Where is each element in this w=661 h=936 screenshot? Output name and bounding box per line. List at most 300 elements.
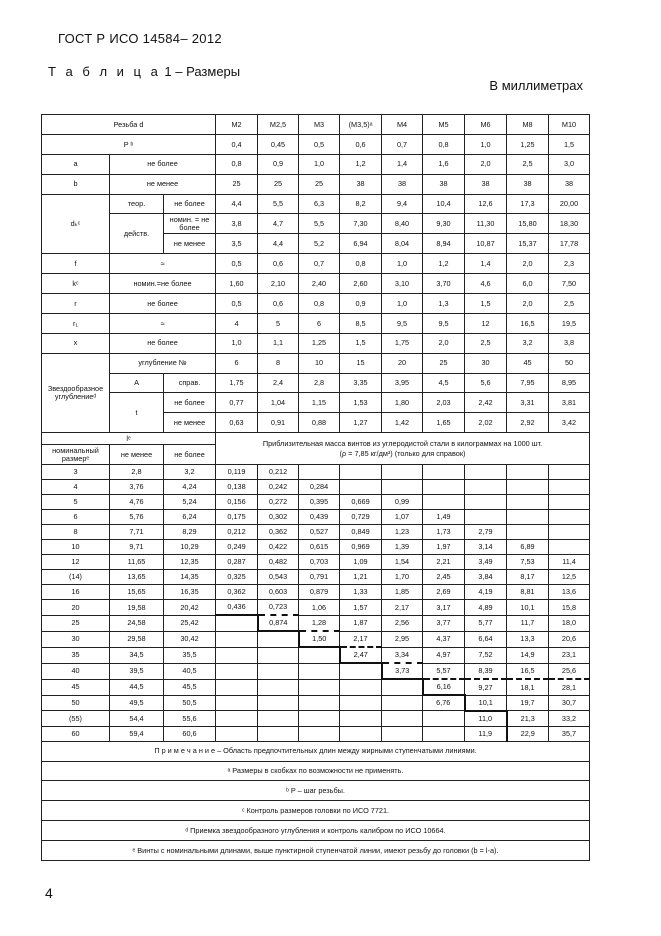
r1-value: 8,5 — [340, 313, 382, 333]
r1-value: 19,5 — [549, 313, 590, 333]
dk-act-min-value: 8,94 — [423, 234, 465, 254]
pitch-value: 0,4 — [216, 134, 258, 154]
a-value: 0,8 — [216, 154, 258, 174]
length-max: 3,2 — [164, 465, 216, 480]
dk-act-max-value: 11,30 — [465, 214, 507, 234]
b-value: 38 — [423, 174, 465, 194]
b-value: 25 — [216, 174, 258, 194]
dk-act-max-condition: номин. = не более — [164, 214, 216, 234]
row-b — [42, 174, 590, 194]
mass-row — [42, 510, 590, 525]
r-value: 2,5 — [549, 294, 590, 314]
f-value: 0,7 — [299, 254, 340, 274]
x-label: x — [42, 333, 110, 353]
x-value: 1,75 — [382, 333, 423, 353]
mass-value: 1,06 — [299, 600, 340, 616]
mass-value — [549, 480, 590, 495]
mass-value: 2,45 — [423, 570, 465, 585]
mass-row — [42, 480, 590, 495]
row-recess-t-max — [42, 393, 590, 413]
length-nominal: 45 — [42, 679, 110, 695]
recess-A-value: 7,95 — [507, 373, 549, 393]
length-max: 55,6 — [164, 711, 216, 727]
mass-value: 0,138 — [216, 480, 258, 495]
length-min: 15,65 — [110, 585, 164, 600]
mass-value: 4,89 — [465, 600, 507, 616]
dk-act-max-value: 9,30 — [423, 214, 465, 234]
mass-value: 0,325 — [216, 570, 258, 585]
mass-value: 2,56 — [382, 615, 423, 631]
thread-label: Резьба d — [42, 115, 216, 135]
mass-value: 0,969 — [340, 540, 382, 555]
recess-t-max-value: 1,04 — [258, 393, 299, 413]
recess-number-value: 10 — [299, 353, 340, 373]
row-length-header — [42, 433, 590, 445]
recess-t-label: t — [110, 393, 164, 433]
mass-value: 28,1 — [549, 679, 590, 695]
mass-row — [42, 570, 590, 585]
size-header: M2 — [216, 115, 258, 135]
length-min: 5,76 — [110, 510, 164, 525]
mass-row — [42, 631, 590, 647]
mass-value: 0,849 — [340, 525, 382, 540]
length-max: 8,29 — [164, 525, 216, 540]
mass-value — [507, 495, 549, 510]
mass-value: 19,7 — [507, 695, 549, 711]
recess-t-min-value: 1,27 — [340, 413, 382, 433]
dk-act-min-value: 17,78 — [549, 234, 590, 254]
pitch-value: 1,0 — [465, 134, 507, 154]
a-value: 1,2 — [340, 154, 382, 174]
mass-value: 0,436 — [216, 600, 258, 616]
b-value: 38 — [507, 174, 549, 194]
r-label: r — [42, 294, 110, 314]
r-value: 1,5 — [465, 294, 507, 314]
mass-value — [340, 679, 382, 695]
k-value: 3,70 — [423, 274, 465, 294]
mass-value: 1,97 — [423, 540, 465, 555]
r1-value: 4 — [216, 313, 258, 333]
mass-value: 9,27 — [465, 679, 507, 695]
length-min: 34,5 — [110, 647, 164, 663]
r-value: 1,3 — [423, 294, 465, 314]
length-min: 2,8 — [110, 465, 164, 480]
recess-t-min-value: 0,88 — [299, 413, 340, 433]
dk-theor-value: 9,4 — [382, 194, 423, 214]
mass-value: 13,6 — [549, 585, 590, 600]
mass-value: 1,39 — [382, 540, 423, 555]
mass-value: 0,669 — [340, 495, 382, 510]
recess-A-value: 5,6 — [465, 373, 507, 393]
length-max: 40,5 — [164, 663, 216, 679]
note-row — [42, 761, 590, 781]
mass-value: 1,21 — [340, 570, 382, 585]
length-max: 50,5 — [164, 695, 216, 711]
mass-value — [340, 726, 382, 741]
r-value: 0,5 — [216, 294, 258, 314]
recess-A-value: 3,35 — [340, 373, 382, 393]
footnote: ᵇ P – шаг резьбы. — [42, 781, 590, 801]
footnote: ᵉ Винты с номинальными длинами, выше пунктирной ступенчатой линии, имеют резьбу до головки (b = l-a). — [42, 841, 590, 861]
pitch-value: 0,6 — [340, 134, 382, 154]
mass-row — [42, 540, 590, 555]
mass-value: 15,8 — [549, 600, 590, 616]
mass-value: 0,212 — [258, 465, 299, 480]
recess-t-max-value: 0,77 — [216, 393, 258, 413]
mass-value: 0,422 — [258, 540, 299, 555]
dk-act-min-value: 15,37 — [507, 234, 549, 254]
mass-value: 0,729 — [340, 510, 382, 525]
mass-value: 10,1 — [507, 600, 549, 616]
k-value: 1,60 — [216, 274, 258, 294]
length-min: 44,5 — [110, 679, 164, 695]
dk-act-min-value: 5,2 — [299, 234, 340, 254]
mass-value — [299, 663, 340, 679]
b-value: 38 — [382, 174, 423, 194]
a-value: 0,9 — [258, 154, 299, 174]
mass-value: 0,249 — [216, 540, 258, 555]
mass-value: 0,879 — [299, 585, 340, 600]
mass-value: 0,482 — [258, 555, 299, 570]
recess-t-max-value: 3,81 — [549, 393, 590, 413]
mass-value: 11,9 — [465, 726, 507, 741]
length-nominal: 20 — [42, 600, 110, 616]
mass-value — [465, 465, 507, 480]
mass-value — [549, 525, 590, 540]
dk-act-min-value: 10,87 — [465, 234, 507, 254]
mass-value: 0,362 — [258, 525, 299, 540]
dk-theor-value: 4,4 — [216, 194, 258, 214]
recess-t-max-value: 1,80 — [382, 393, 423, 413]
dk-theor-condition: не более — [164, 194, 216, 214]
mass-value — [382, 711, 423, 727]
mass-value — [382, 679, 423, 695]
mass-value: 2,21 — [423, 555, 465, 570]
dk-act-min-condition: не менее — [164, 234, 216, 254]
b-condition: не менее — [110, 174, 216, 194]
table-title-text: 1 – Размеры — [160, 64, 241, 79]
b-label: b — [42, 174, 110, 194]
mass-caption-line2: (ρ = 7,85 кг/дм³) (только для справок) — [339, 449, 466, 459]
units-label: В миллиметрах — [489, 78, 583, 93]
mass-value: 3,17 — [423, 600, 465, 616]
length-max: 60,6 — [164, 726, 216, 741]
mass-value: 8,81 — [507, 585, 549, 600]
mass-value — [216, 663, 258, 679]
mass-value: 2,69 — [423, 585, 465, 600]
mass-value: 0,723 — [258, 600, 299, 616]
size-header: M6 — [465, 115, 507, 135]
mass-value: 14,9 — [507, 647, 549, 663]
mass-value — [507, 525, 549, 540]
length-max: 45,5 — [164, 679, 216, 695]
mass-value — [423, 495, 465, 510]
dk-theor-value: 5,5 — [258, 194, 299, 214]
row-a — [42, 154, 590, 174]
mass-value: 7,52 — [465, 647, 507, 663]
row-recess-A — [42, 373, 590, 393]
r-value: 0,9 — [340, 294, 382, 314]
recess-t-max-value: 3,31 — [507, 393, 549, 413]
length-nominal: (55) — [42, 711, 110, 727]
recess-t-min-value: 1,65 — [423, 413, 465, 433]
mass-value — [258, 711, 299, 727]
mass-value: 1,57 — [340, 600, 382, 616]
size-header: M2,5 — [258, 115, 299, 135]
size-header: (M3,5)ᵃ — [340, 115, 382, 135]
mass-value: 6,89 — [507, 540, 549, 555]
length-min: 11,65 — [110, 555, 164, 570]
mass-value: 18,0 — [549, 615, 590, 631]
mass-value — [549, 465, 590, 480]
mass-value: 3,84 — [465, 570, 507, 585]
mass-row — [42, 615, 590, 631]
mass-row — [42, 695, 590, 711]
mass-value — [549, 540, 590, 555]
a-value: 2,0 — [465, 154, 507, 174]
r-value: 2,0 — [507, 294, 549, 314]
footnote: ᵃ Размеры в скобках по возможности не применять. — [42, 761, 590, 781]
length-min: 7,71 — [110, 525, 164, 540]
k-value: 7,50 — [549, 274, 590, 294]
document-header: ГОСТ Р ИСО 14584– 2012 — [58, 31, 222, 46]
recess-t-min-value: 2,92 — [507, 413, 549, 433]
length-max: 16,35 — [164, 585, 216, 600]
length-max: 14,35 — [164, 570, 216, 585]
footnote: ᵈ Приемка звездообразного углубления и контроль калибром по ИСО 10664. — [42, 821, 590, 841]
table-title-prefix: Т а б л и ц а — [48, 64, 161, 79]
mass-value — [299, 695, 340, 711]
r1-value: 5 — [258, 313, 299, 333]
recess-A-value: 2,8 — [299, 373, 340, 393]
mass-value: 12,5 — [549, 570, 590, 585]
mass-value — [423, 465, 465, 480]
mass-value: 22,9 — [507, 726, 549, 741]
mass-value — [340, 695, 382, 711]
b-value: 38 — [340, 174, 382, 194]
recess-number-label: углубление № — [110, 353, 216, 373]
recess-A-label: A — [110, 373, 164, 393]
length-min: 39,5 — [110, 663, 164, 679]
b-value: 38 — [549, 174, 590, 194]
length-nominal: 4 — [42, 480, 110, 495]
x-value: 1,0 — [216, 333, 258, 353]
mass-value — [465, 510, 507, 525]
mass-value: 2,47 — [340, 647, 382, 663]
mass-value — [216, 647, 258, 663]
dk-theor-value: 17,3 — [507, 194, 549, 214]
length-label: lᵉ — [42, 433, 216, 445]
length-max: 6,24 — [164, 510, 216, 525]
length-max: 5,24 — [164, 495, 216, 510]
r1-label: r₁ — [42, 313, 110, 333]
mass-value: 1,23 — [382, 525, 423, 540]
size-header: M5 — [423, 115, 465, 135]
mass-value — [507, 480, 549, 495]
mass-value: 20,6 — [549, 631, 590, 647]
note-row — [42, 821, 590, 841]
recess-t-min-value: 0,63 — [216, 413, 258, 433]
length-nominal: (14) — [42, 570, 110, 585]
length-min: 9,71 — [110, 540, 164, 555]
dk-theor-value: 8,2 — [340, 194, 382, 214]
f-value: 1,0 — [382, 254, 423, 274]
mass-value: 21,3 — [507, 711, 549, 727]
recess-A-condition: справ. — [164, 373, 216, 393]
mass-value: 0,272 — [258, 495, 299, 510]
mass-value: 2,95 — [382, 631, 423, 647]
mass-value: 35,7 — [549, 726, 590, 741]
pitch-value: 0,5 — [299, 134, 340, 154]
dk-act-min-value: 3,5 — [216, 234, 258, 254]
length-max: 25,42 — [164, 615, 216, 631]
footnote: ᶜ Контроль размеров головки по ИСО 7721. — [42, 801, 590, 821]
recess-t-min-value: 2,02 — [465, 413, 507, 433]
mass-value: 6,76 — [423, 695, 465, 711]
dk-theor-label: теор. — [110, 194, 164, 214]
length-max: 20,42 — [164, 600, 216, 616]
mass-value — [299, 465, 340, 480]
table-title — [48, 64, 240, 79]
dk-act-min-value: 6,94 — [340, 234, 382, 254]
dk-act-max-value: 4,7 — [258, 214, 299, 234]
mass-row — [42, 647, 590, 663]
note-row — [42, 801, 590, 821]
mass-value: 4,19 — [465, 585, 507, 600]
mass-value: 0,439 — [299, 510, 340, 525]
row-pitch — [42, 134, 590, 154]
a-value: 1,4 — [382, 154, 423, 174]
size-header: M10 — [549, 115, 590, 135]
length-min: 49,5 — [110, 695, 164, 711]
f-value: 1,4 — [465, 254, 507, 274]
mass-value: 0,287 — [216, 555, 258, 570]
mass-value — [549, 510, 590, 525]
mass-value: 0,175 — [216, 510, 258, 525]
x-condition: не более — [110, 333, 216, 353]
a-condition: не более — [110, 154, 216, 174]
mass-value — [299, 711, 340, 727]
recess-A-value: 3,95 — [382, 373, 423, 393]
mass-value: 13,3 — [507, 631, 549, 647]
pitch-value: 0,45 — [258, 134, 299, 154]
note-row — [42, 781, 590, 801]
recess-t-max-value: 2,03 — [423, 393, 465, 413]
dk-act-min-value: 8,04 — [382, 234, 423, 254]
length-nominal: 10 — [42, 540, 110, 555]
mass-value — [465, 480, 507, 495]
mass-value: 33,2 — [549, 711, 590, 727]
length-max: 30,42 — [164, 631, 216, 647]
mass-value: 0,703 — [299, 555, 340, 570]
f-value: 2,0 — [507, 254, 549, 274]
mass-row — [42, 600, 590, 616]
mass-value: 8,39 — [465, 663, 507, 679]
mass-value: 0,212 — [216, 525, 258, 540]
k-value: 3,10 — [382, 274, 423, 294]
mass-value: 1,09 — [340, 555, 382, 570]
f-label: f — [42, 254, 110, 274]
recess-t-min-value: 3,42 — [549, 413, 590, 433]
length-min-label: не менее — [110, 445, 164, 465]
mass-value: 1,87 — [340, 615, 382, 631]
mass-value — [258, 679, 299, 695]
recess-number-value: 6 — [216, 353, 258, 373]
k-value: 4,6 — [465, 274, 507, 294]
length-nominal: 16 — [42, 585, 110, 600]
length-min: 54,4 — [110, 711, 164, 727]
x-value: 1,25 — [299, 333, 340, 353]
mass-value — [340, 711, 382, 727]
mass-value: 1,73 — [423, 525, 465, 540]
f-condition: ≈ — [110, 254, 216, 274]
mass-caption-line1: Приблизительная масса винтов из углеродистой стали в килограммах на 1000 шт. — [262, 438, 543, 448]
size-header: M8 — [507, 115, 549, 135]
mass-value: 1,85 — [382, 585, 423, 600]
recess-number-value: 50 — [549, 353, 590, 373]
mass-value — [258, 726, 299, 741]
dk-theor-value: 20,00 — [549, 194, 590, 214]
length-nominal: 30 — [42, 631, 110, 647]
k-value: 2,40 — [299, 274, 340, 294]
mass-value — [299, 726, 340, 741]
f-value: 0,8 — [340, 254, 382, 274]
dk-act-max-value: 7,30 — [340, 214, 382, 234]
length-max: 35,5 — [164, 647, 216, 663]
mass-value — [549, 495, 590, 510]
recess-t-max-value: 1,53 — [340, 393, 382, 413]
recess-A-value: 4,5 — [423, 373, 465, 393]
recess-label: Звездообразное углублениеᵈ — [42, 353, 110, 433]
f-value: 0,6 — [258, 254, 299, 274]
f-value: 0,5 — [216, 254, 258, 274]
mass-value: 0,603 — [258, 585, 299, 600]
mass-value: 0,99 — [382, 495, 423, 510]
mass-value — [382, 480, 423, 495]
k-value: 2,60 — [340, 274, 382, 294]
length-nominal: 3 — [42, 465, 110, 480]
mass-value — [382, 465, 423, 480]
mass-value: 1,07 — [382, 510, 423, 525]
recess-t-max-value: 1,15 — [299, 393, 340, 413]
r-value: 0,6 — [258, 294, 299, 314]
recess-number-value: 15 — [340, 353, 382, 373]
mass-value — [216, 711, 258, 727]
mass-value — [423, 726, 465, 741]
mass-value — [299, 647, 340, 663]
dk-theor-value: 6,3 — [299, 194, 340, 214]
mass-value: 5,57 — [423, 663, 465, 679]
mass-value: 2,79 — [465, 525, 507, 540]
size-header: M4 — [382, 115, 423, 135]
recess-number-value: 25 — [423, 353, 465, 373]
length-nominal: 5 — [42, 495, 110, 510]
length-max-label: не более — [164, 445, 216, 465]
mass-value: 3,77 — [423, 615, 465, 631]
mass-value: 1,54 — [382, 555, 423, 570]
recess-number-value: 45 — [507, 353, 549, 373]
row-dk-theor — [42, 194, 590, 214]
mass-value: 0,527 — [299, 525, 340, 540]
length-min: 29,58 — [110, 631, 164, 647]
k-value: 6,0 — [507, 274, 549, 294]
mass-value — [216, 631, 258, 647]
length-nominal: 12 — [42, 555, 110, 570]
dk-act-max-value: 3,8 — [216, 214, 258, 234]
k-value: 2,10 — [258, 274, 299, 294]
mass-value: 7,53 — [507, 555, 549, 570]
mass-value: 0,242 — [258, 480, 299, 495]
